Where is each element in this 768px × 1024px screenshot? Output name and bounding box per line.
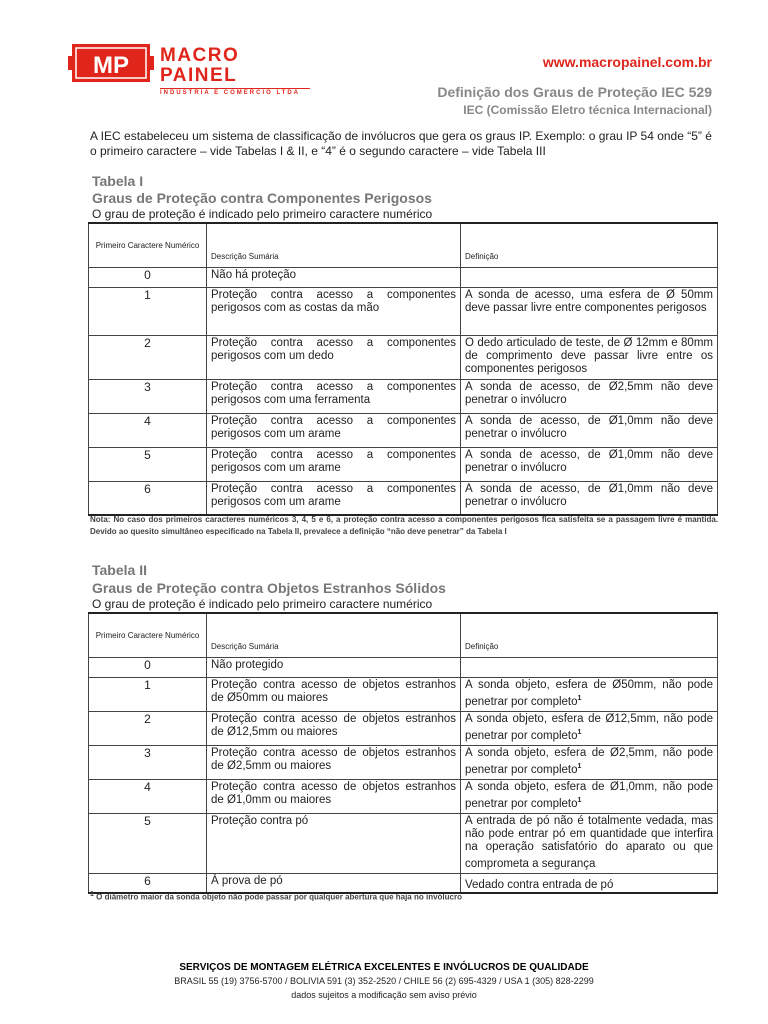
row-code: 6 <box>89 481 207 515</box>
row-code: 5 <box>89 813 207 873</box>
row-code: 3 <box>89 745 207 779</box>
company-logo <box>66 42 316 96</box>
row-definition-text: A entrada de pó não é totalmente vedada, mas não pode entrar pó em quantidade que interfira na operação satisfatório do aparato ou que comprometa a segurança <box>465 814 713 870</box>
row-definition: O dedo articulado de teste, de Ø 12mm e 80mm de comprimento deve passar livre entre os componentes perigosos <box>461 335 718 379</box>
row-description: À prova de pó <box>207 873 461 893</box>
row-code: 5 <box>89 447 207 481</box>
table-row <box>89 711 718 745</box>
row-description: Proteção contra acesso a componentes perigosos com as costas da mão <box>207 287 461 335</box>
column-header-code: Primeiro Caractere Numérico <box>89 223 207 267</box>
website-link[interactable]: www.macropainel.com.br <box>542 54 712 70</box>
column-header-definition: Definição <box>461 223 718 267</box>
table-row <box>89 267 718 287</box>
row-code: 2 <box>89 711 207 745</box>
document-subtitle: IEC (Comissão Eletro técnica Internacional) <box>463 103 712 117</box>
row-definition-text: A sonda objeto, esfera de Ø12,5mm, não pode penetrar por completo <box>465 712 713 742</box>
table-row <box>89 657 718 677</box>
row-definition-text: A sonda objeto, esfera de Ø50mm, não pode penetrar por completo <box>465 678 713 708</box>
row-definition <box>461 779 718 813</box>
footnote-marker: 1 <box>577 796 582 804</box>
table-row <box>89 447 718 481</box>
row-definition <box>461 657 718 677</box>
table-row <box>89 677 718 711</box>
table-row <box>89 413 718 447</box>
table1 <box>88 222 718 516</box>
footer-phones: BRASIL 55 (19) 3756-5700 / BOLIVIA 591 (3) 352-2520 / CHILE 56 (2) 695-4329 / USA 1 (305) 828-2299 <box>174 976 594 986</box>
row-description: Proteção contra acesso a componentes perigosos com um dedo <box>207 335 461 379</box>
table-row <box>89 481 718 515</box>
logo-text <box>160 46 316 96</box>
footnote-text: O diâmetro maior da sonda objeto não pode passar por qualquer abertura que haja no invólucro <box>96 892 462 902</box>
table1-heading: Graus de Proteção contra Componentes Perigosos <box>92 190 432 206</box>
row-definition <box>461 745 718 779</box>
table-row <box>89 335 718 379</box>
row-definition: A sonda de acesso, de Ø1,0mm não deve penetrar o invólucro <box>461 413 718 447</box>
table-row <box>89 813 718 873</box>
table1-footer-note: Nota: No caso dos primeiros caracteres numéricos 3, 4, 5 e 6, a proteção contra acesso a componentes perigosos fica satisfeita se a passagem livre é mantida. Devido ao quesito simultâneo especificado na Tabela II, prevalece a definição “não deve penetrar” da Tabela I <box>90 515 718 536</box>
table-row <box>89 779 718 813</box>
row-definition <box>461 813 718 873</box>
row-definition: A sonda de acesso, de Ø1,0mm não deve penetrar o invólucro <box>461 447 718 481</box>
row-description: Proteção contra acesso a componentes perigosos com um arame <box>207 481 461 515</box>
row-description: Proteção contra acesso de objetos estranhos de Ø2,5mm ou maiores <box>207 745 461 779</box>
logo-initials: MP <box>93 52 129 79</box>
company-name: MACRO PAINEL <box>160 45 240 86</box>
document-title: Definição dos Graus de Proteção IEC 529 <box>437 84 712 100</box>
table2 <box>88 612 718 894</box>
row-code: 6 <box>89 873 207 893</box>
logo-badge-icon <box>66 42 156 84</box>
column-header-description: Descrição Sumária <box>207 613 461 657</box>
row-definition <box>461 873 718 893</box>
table2-footnote <box>90 891 462 902</box>
row-description: Proteção contra pó <box>207 813 461 873</box>
footer-slogan: SERVIÇOS DE MONTAGEM ELÉTRICA EXCELENTES E INVÓLUCROS DE QUALIDADE <box>179 962 589 973</box>
column-header-code: Primeiro Caractere Numérico <box>89 613 207 657</box>
row-definition: A sonda de acesso, uma esfera de Ø 50mm deve passar livre entre componentes perigosos <box>461 287 718 335</box>
row-definition-text: A sonda objeto, esfera de Ø1,0mm, não pode penetrar por completo <box>465 780 713 810</box>
company-subtitle: INDUSTRIA E COMERCIO LTDA <box>160 88 310 96</box>
footnote-marker: 1 <box>577 762 582 770</box>
row-definition: A sonda de acesso, de Ø1,0mm não deve penetrar o invólucro <box>461 481 718 515</box>
table1-label: Tabela I <box>92 173 144 189</box>
table2-note: O grau de proteção é indicado pelo primeiro caractere numérico <box>92 597 433 611</box>
row-code: 3 <box>89 379 207 413</box>
intro-paragraph: A IEC estabeleceu um sistema de classificação de invólucros que gera os graus IP. Exemplo: o grau IP 54 onde “5” é o primeiro caractere – vide Tabelas I & II, e “4” é o segundo caractere – vide Tabela III <box>90 129 712 158</box>
footnote-marker: 1 <box>577 694 582 702</box>
row-description: Proteção contra acesso a componentes perigosos com uma ferramenta <box>207 379 461 413</box>
row-code: 1 <box>89 287 207 335</box>
row-description: Proteção contra acesso de objetos estranhos de Ø50mm ou maiores <box>207 677 461 711</box>
page-header <box>0 0 768 120</box>
table-row <box>89 745 718 779</box>
row-code: 0 <box>89 267 207 287</box>
table-row <box>89 287 718 335</box>
row-definition: A sonda de acesso, de Ø2,5mm não deve penetrar o invólucro <box>461 379 718 413</box>
row-description: Proteção contra acesso a componentes perigosos com um arame <box>207 413 461 447</box>
row-description: Proteção contra acesso de objetos estranhos de Ø12,5mm ou maiores <box>207 711 461 745</box>
column-header-description: Descrição Sumária <box>207 223 461 267</box>
table1-note: O grau de proteção é indicado pelo primeiro caractere numérico <box>92 207 433 221</box>
row-description: Não há proteção <box>207 267 461 287</box>
row-definition-text: A sonda objeto, esfera de Ø2,5mm, não pode penetrar por completo <box>465 746 713 776</box>
row-definition <box>461 711 718 745</box>
table2-label: Tabela II <box>92 562 147 578</box>
row-code: 4 <box>89 779 207 813</box>
table-row <box>89 379 718 413</box>
row-code: 0 <box>89 657 207 677</box>
row-description: Proteção contra acesso de objetos estranhos de Ø1,0mm ou maiores <box>207 779 461 813</box>
row-definition <box>461 267 718 287</box>
row-code: 1 <box>89 677 207 711</box>
column-header-definition: Definição <box>461 613 718 657</box>
table2-heading: Graus de Proteção contra Objetos Estranhos Sólidos <box>92 580 446 596</box>
table-header-row <box>89 613 718 657</box>
footnote-marker: 1 <box>577 728 582 736</box>
footer-notice: dados sujeitos a modificação sem aviso prévio <box>291 990 477 1000</box>
row-definition-text: Vedado contra entrada de pó <box>465 878 614 891</box>
footnote-number: 1 <box>90 891 94 898</box>
row-code: 2 <box>89 335 207 379</box>
row-definition <box>461 677 718 711</box>
row-description: Não protegido <box>207 657 461 677</box>
row-description: Proteção contra acesso a componentes perigosos com um arame <box>207 447 461 481</box>
row-code: 4 <box>89 413 207 447</box>
table-header-row <box>89 223 718 267</box>
